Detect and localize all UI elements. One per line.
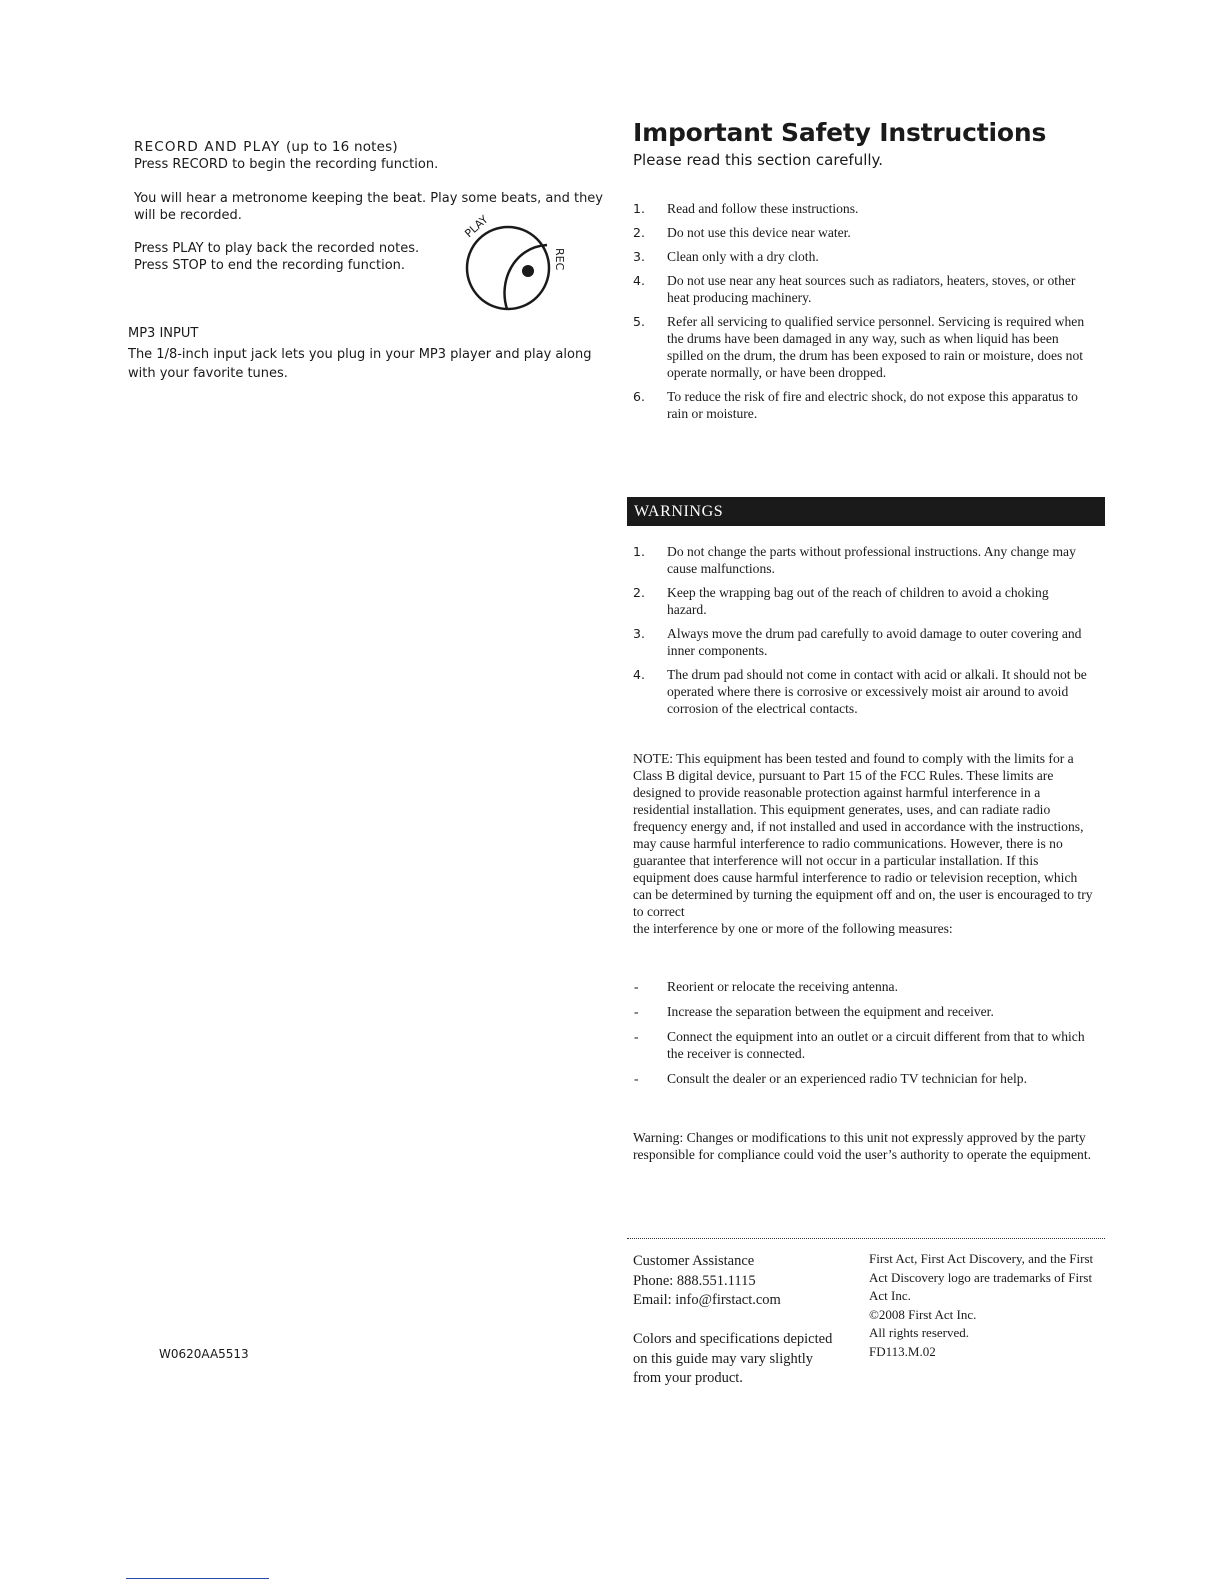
footer-divider xyxy=(627,1238,1105,1239)
metronome-line-1: You will hear a metronome keeping the beat. Play some beats, and they xyxy=(134,191,604,206)
list-item: 6. To reduce the risk of fire and electric shock, do not expose this apparatus to rain or moisture. xyxy=(633,389,1078,421)
warnings-list xyxy=(633,543,1088,724)
list-item: 1. Read and follow these instructions. xyxy=(633,201,859,216)
rights-text: All rights reserved. xyxy=(869,1325,970,1340)
record-title-sub: (up to 16 notes) xyxy=(285,139,398,155)
list-item: - Increase the separation between the equipment and receiver. xyxy=(634,1004,994,1019)
list-item: 4. The drum pad should not come in contact with acid or alkali. It should not be operated where there is corrosive or excessively moist air around to avoid corrosion of the electrical contacts. xyxy=(633,667,1087,716)
customer-assistance-label: Customer Assistance xyxy=(633,1253,755,1269)
list-item: - Consult the dealer or an experienced radio TV technician for help. xyxy=(634,1071,1027,1086)
list-item: 2. Do not use this device near water. xyxy=(633,225,851,240)
list-item: - Connect the equipment into an outlet or a circuit different from that to which the receiver is connected. xyxy=(634,1029,1085,1061)
page-title: Important Safety Instructions xyxy=(633,118,1047,147)
warnings-heading: WARNINGS xyxy=(627,497,1105,526)
list-item: 5. Refer all servicing to qualified service personnel. Servicing is required when the drums have been damaged in any way, such as when liquid has been spilled on the drum, the drum has been exposed to rain or moisture, does not operate normally, or have been dropped. xyxy=(633,314,1085,380)
record-dot-icon xyxy=(522,265,534,277)
list-item: 1. Do not change the parts without professional instructions. Any change may cause malfunctions. xyxy=(633,544,1076,576)
dial-rec-label: REC xyxy=(553,248,566,271)
colors-disclaimer: Colors and specifications depicted on this guide may vary slightly from your product. xyxy=(633,1331,833,1386)
copyright-text: ©2008 First Act Inc. xyxy=(869,1306,977,1322)
record-and-play-title xyxy=(134,139,398,155)
email-address: Email: info@firstact.com xyxy=(633,1292,781,1308)
list-item: 4. Do not use near any heat sources such as radiators, heaters, stoves, or other heat producing machinery. xyxy=(633,273,1076,305)
list-item: - Reorient or relocate the receiving antenna. xyxy=(634,979,898,994)
fcc-warning: Warning: Changes or modifications to this unit not expressly approved by the party responsible for compliance could void the user’s authority to operate the equipment. xyxy=(633,1130,1092,1162)
phone-number: Phone: 888.551.1115 xyxy=(633,1272,756,1289)
trademark-text: First Act, First Act Discovery, and the First Act Discovery logo are trademarks of First Act Inc. xyxy=(869,1251,1094,1303)
document-code: W0620AA5513 xyxy=(159,1347,249,1361)
record-title-text: RECORD AND PLAY xyxy=(134,139,281,155)
mp3-input-title: MP3 INPUT xyxy=(128,326,199,341)
page-subtitle: Please read this section carefully. xyxy=(633,151,884,169)
fcc-note: NOTE: This equipment has been tested and found to comply with the limits for a Class B digital device, pursuant to Part 15 of the FCC Rules. These limits are designed to provide reasonable protection against harmful interference in a residential installation. This equipment generates, uses, and can radiate radio frequency energy and, if not installed and used in accordance with the instructions, may cause harmful interference to radio communications. However, there is no guarantee that interference will not occur in a particular installation. If this equipment does cause harmful interference to radio or television reception, which can be determined by turning the equipment off and on, the user is encouraged to try to correct the interference by one or more of the following measures: xyxy=(633,751,1093,936)
safety-instructions-list xyxy=(633,200,1088,429)
list-item: 3. Clean only with a dry cloth. xyxy=(633,249,819,264)
list-item: 2. Keep the wrapping bag out of the reach of children to avoid a choking hazard. xyxy=(633,585,1049,617)
customer-assistance-block xyxy=(633,1252,843,1311)
play-rec-dial-icon xyxy=(456,203,580,315)
play-instruction: Press PLAY to play back the recorded notes. xyxy=(134,241,420,256)
dial-play-label: PLAY xyxy=(462,212,491,241)
footer-rule xyxy=(126,1578,269,1579)
trademark-block xyxy=(869,1250,1099,1361)
metronome-line-2: will be recorded. xyxy=(134,208,242,223)
record-intro: Press RECORD to begin the recording function. xyxy=(134,157,439,172)
mp3-input-body: The 1/8-inch input jack lets you plug in your MP3 player and play along with your favorite tunes. xyxy=(128,347,592,381)
fcc-measures-list xyxy=(633,978,1093,1095)
stop-instruction: Press STOP to end the recording function. xyxy=(134,258,406,273)
list-item: 3. Always move the drum pad carefully to avoid damage to outer covering and inner components. xyxy=(633,626,1082,658)
part-number: FD113.M.02 xyxy=(869,1343,936,1359)
